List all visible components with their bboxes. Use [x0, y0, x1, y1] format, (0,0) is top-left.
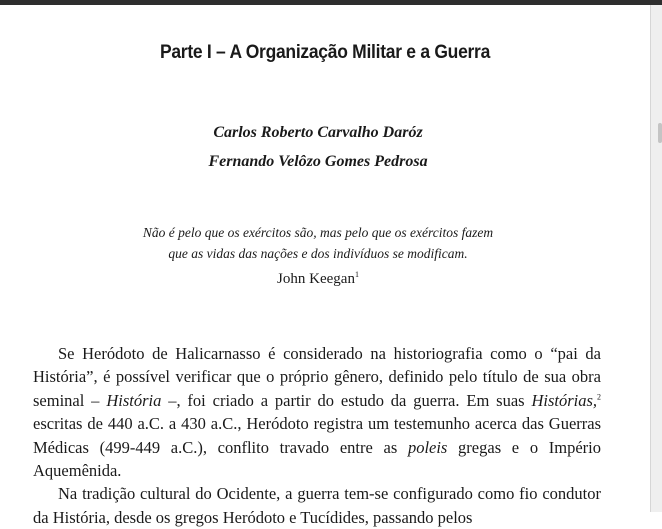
italic-text: poleis [407, 437, 448, 457]
body-text [33, 342, 601, 529]
text-run: escritas de 440 a.C. a 430 a.C., Heródoto registra um testemunho acerca das Guerras Médicas (499-449 a.C.), conflito travado entre as [33, 414, 601, 457]
document-page [0, 5, 650, 527]
footnote-ref[interactable]: 2 [597, 392, 601, 402]
author-name: Fernando Velôzo Gomes Pedrosa [208, 153, 428, 170]
epigraph-line: Não é pelo que os exércitos são, mas pelo que os exércitos fazem [142, 225, 494, 240]
italic-text: Histórias, [531, 390, 597, 410]
text-run: gregas e o Império Aquemênida. [33, 437, 601, 481]
text-run: Se Heródoto de Halicarnasso é considerado na historiografia como o “pai da História”, é possível verificar que o próprio gênero, definido pelo título de sua obra seminal – [33, 344, 601, 410]
paragraph [33, 342, 601, 482]
paragraph: Na tradição cultural do Ocidente, a guerra tem-se configurado como fio condutor da História, desde os gregos Heródoto e Tucídides, passando pelos [33, 484, 601, 527]
epigraph-author-name: John Keegan [277, 271, 355, 287]
text-run: –, foi criado a partir do estudo da guerra. Em suas [161, 390, 532, 410]
author-name: Carlos Roberto Carvalho Daróz [213, 124, 423, 141]
vertical-scrollbar[interactable] [650, 5, 662, 512]
epigraph-attribution [0, 271, 636, 288]
chapter-title: Parte I – A Organização Militar e a Guerra [159, 42, 491, 63]
footnote-ref[interactable]: 1 [354, 270, 359, 279]
italic-text: História [106, 390, 162, 410]
scrollbar-thumb[interactable] [658, 123, 662, 143]
epigraph-line: que as vidas das nações e dos indivíduos se modificam. [168, 246, 468, 261]
